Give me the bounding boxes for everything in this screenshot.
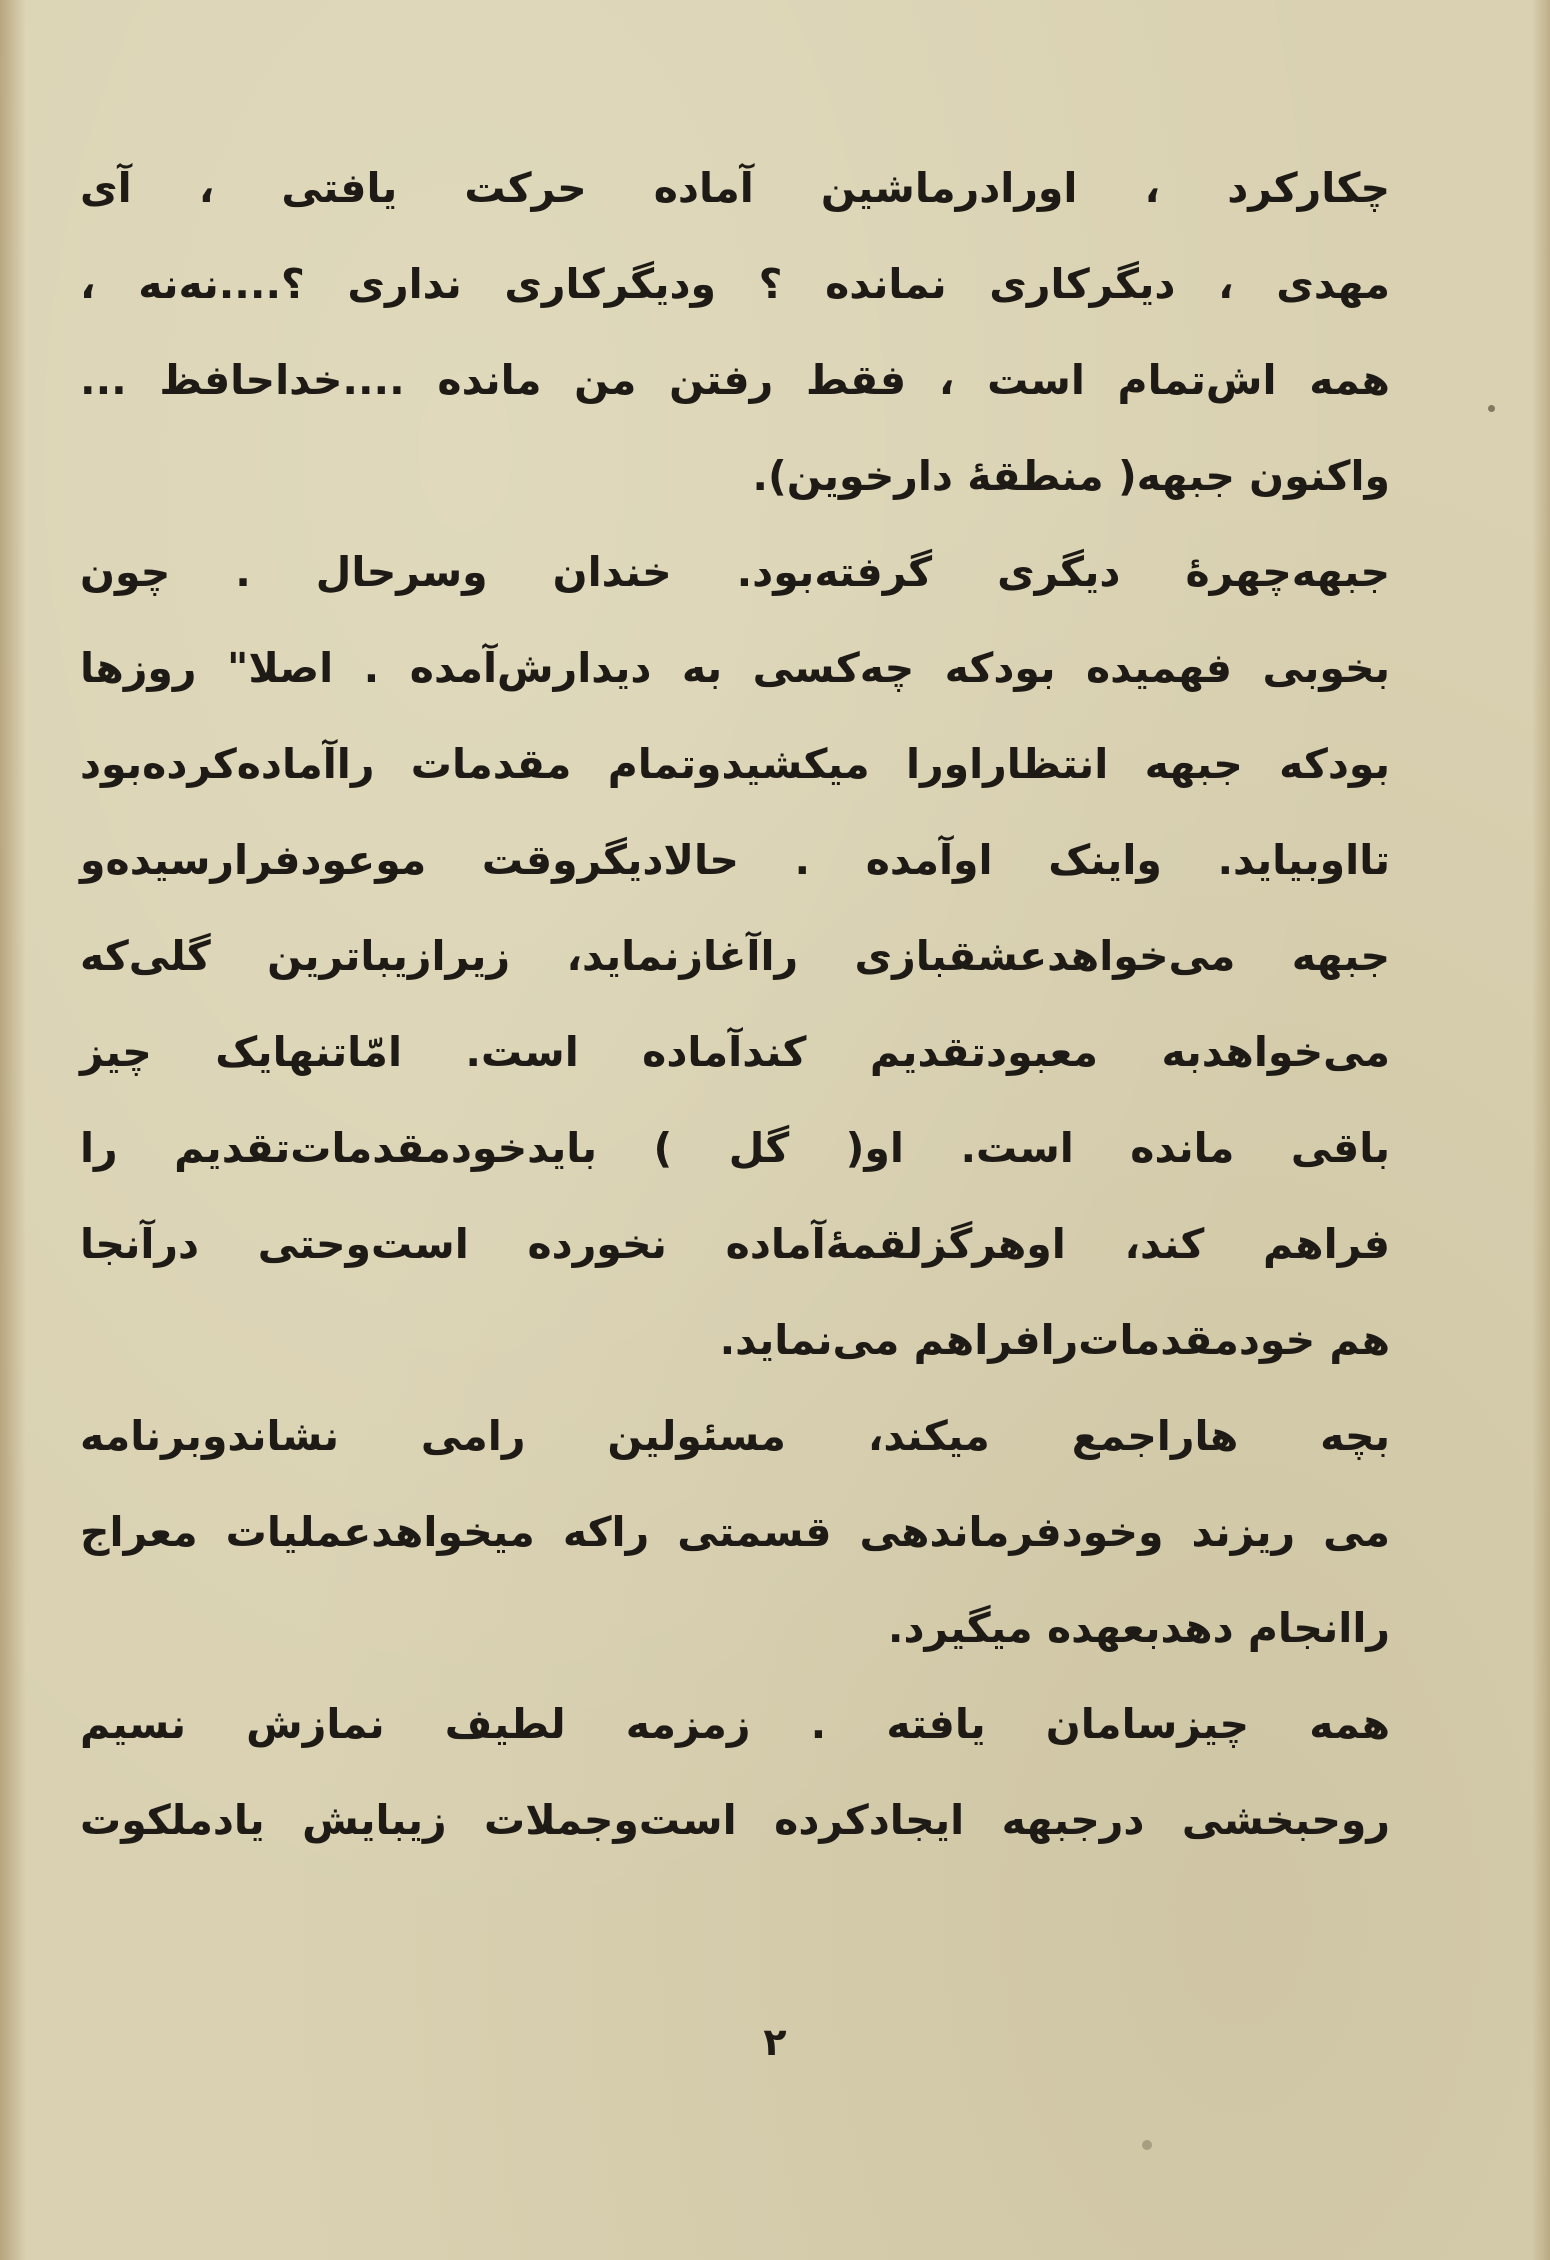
text-line: راانجام دهدبعهده میگیرد. <box>887 1604 1390 1652</box>
text-line: بچه هاراجمع میکند، مسئولین رامی نشاندوبرنامه <box>80 1412 1390 1460</box>
text-line: بخوبی فهمیده بودکه چه‌کسی به دیدارش‌آمده . اصلا" روزها <box>80 644 1390 692</box>
text-line: می‌خواهدبه معبودتقدیم کندآماده است. امّاتنهایک چیز <box>80 1028 1390 1076</box>
text-line: بودکه جبهه انتظاراورا میکشیدوتمام مقدمات راآماده‌کرده‌بود <box>80 740 1390 788</box>
page-edge-shadow-right <box>1532 0 1550 2260</box>
paragraph <box>80 140 1390 524</box>
text-line: واکنون جبهه( منطقهٔ دارخوین). <box>752 452 1390 500</box>
text-line: همه اش‌تمام است ، فقط رفتن من مانده ....خداحافظ ... <box>80 356 1390 404</box>
text-line: می ریزند وخودفرماندهی قسمتی راکه میخواهدعملیات معراج <box>80 1508 1390 1556</box>
page-edge-shadow-left <box>0 0 26 2260</box>
paragraph <box>80 1676 1390 1868</box>
text-line: جبهه‌چهرهٔ دیگری گرفته‌بود. خندان وسرحال . چون <box>80 548 1390 596</box>
paper-speck <box>1488 405 1495 412</box>
text-line: جبهه می‌خواهدعشقبازی راآغازنماید، زیرازیباترین گلی‌که <box>80 932 1390 980</box>
text-line: همه چیزسامان یافته . زمزمه لطیف نمازش نسیم <box>80 1700 1390 1748</box>
text-line: مهدی ، دیگرکاری نمانده ؟ ودیگرکاری نداری ؟....نه‌نه ، <box>80 260 1390 308</box>
paragraph <box>80 524 1390 1388</box>
page-number: ۲ <box>763 2020 787 2064</box>
text-line: چکارکرد ، اورادرماشین آماده حرکت یافتی ، آی <box>80 164 1390 212</box>
text-line: فراهم کند، اوهرگزلقمهٔ‌آماده نخورده است‌وحتی درآنجا <box>80 1220 1390 1268</box>
body-text <box>80 140 1390 1868</box>
paper-speck <box>1142 2140 1152 2150</box>
text-line: باقی مانده است. او( گل ) بایدخودمقدمات‌تقدیم را <box>80 1124 1390 1172</box>
text-line: تااوبیاید. واینک اوآمده . حالادیگروقت موعودفرارسیده‌و <box>80 836 1390 884</box>
text-line: هم خودمقدمات‌رافراهم می‌نماید. <box>719 1316 1390 1364</box>
paragraph <box>80 1388 1390 1676</box>
text-line: روحبخشی درجبهه ایجادکرده است‌وجملات زیبایش یادملکوت <box>80 1796 1390 1844</box>
